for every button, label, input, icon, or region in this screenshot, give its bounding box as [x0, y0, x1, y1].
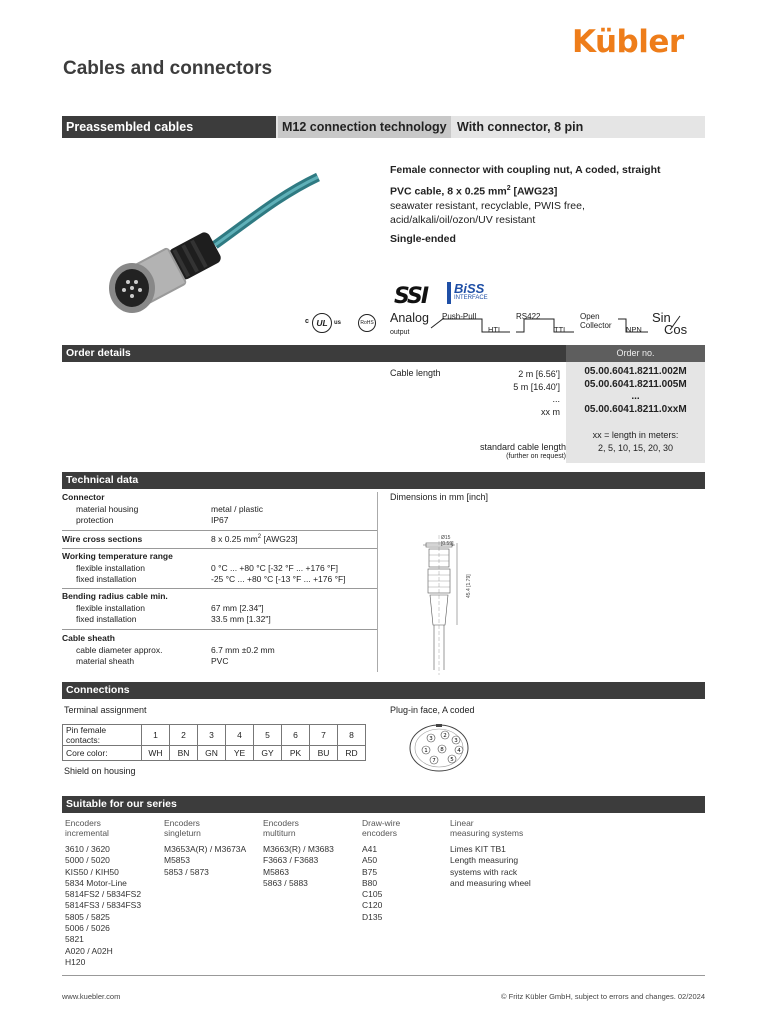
terminal-assignment-label: Terminal assignment — [64, 705, 147, 715]
ttl-label: TTL — [554, 325, 568, 334]
plug-in-face-diagram — [408, 723, 470, 773]
npn-signal-icon — [580, 318, 650, 334]
series-column-incremental: Encoders incremental 3610 / 3620 5000 / 5020 KIS50 / KIH50 5834 Motor-Line 5814FS2 / 5834FS2 5814FS3 / 5834FS3 5805 / 5825 5006 / 5026 5821 A020 / A02H H120 — [65, 818, 142, 967]
core-color-row: Core color: WH BN GN YE GY PK BU RD — [63, 746, 366, 761]
svg-text:8: 8 — [440, 747, 444, 753]
htl-signal-icon — [442, 318, 512, 334]
svg-text:4: 4 — [457, 748, 461, 754]
dimensions-label: Dimensions in mm [inch] — [390, 492, 489, 502]
series-bottom-rule — [62, 975, 705, 976]
ttl-signal-icon — [516, 318, 576, 334]
order-no-2m[interactable]: 05.00.6041.8211.002M — [584, 366, 687, 377]
ul-c-mark: c — [305, 318, 309, 325]
htl-label: HTL — [488, 325, 503, 334]
core-color-label: Core color: — [63, 746, 142, 761]
length-note: xx = length in meters: 2, 5, 10, 15, 20, 30 — [592, 430, 679, 453]
footer-copyright: © Fritz Kübler GmbH, subject to errors and changes. 02/2024 — [501, 992, 705, 1001]
series-column-linear: Linear measuring systems Limes KIT TB1 Length measuring systems with rack and measuring wheel — [450, 818, 531, 888]
ul-us-mark: us — [334, 320, 342, 326]
series-column-singleturn: Encoders singleturn M3653A(R) / M3673A M5853 5853 / 5873 — [164, 818, 247, 877]
order-no-header: Order no. — [566, 345, 705, 362]
cable-properties-1: seawater resistant, recyclable, PWIS free, — [390, 199, 585, 212]
connector-type: Female connector with coupling nut, A coded, straight — [390, 164, 661, 176]
standard-length-label: standard cable length — [479, 442, 566, 452]
rohs-icon: RoHS — [358, 314, 376, 332]
wire-cross-section-row: Wire cross sections 8 x 0.25 $mm^2$ [AWG23] — [62, 534, 298, 544]
technical-data-table: Connector material housing metal / plastic protection IP67 — [62, 492, 378, 527]
sin-cos-icon: Sin Cos — [652, 310, 688, 337]
kubler-logo — [572, 24, 684, 60]
cable-length-xx: xx m — [541, 406, 560, 417]
cable-length-list — [460, 368, 560, 418]
ssi-logo: SSI — [394, 284, 428, 309]
series-column-multiturn: Encoders multiturn M3663(R) / M3683 F3663 / F3683 M5863 5863 / 5883 — [263, 818, 334, 888]
order-no-5m[interactable]: 05.00.6041.8211.005M — [584, 378, 687, 390]
header-technology: M12 connection technology — [278, 116, 451, 138]
shield-note: Shield on housing — [64, 766, 136, 776]
order-no-xx[interactable]: 05.00.6041.8211.0xxM — [584, 403, 687, 415]
analog-output-icon: Analog output — [390, 311, 429, 336]
rs422-label: RS422 — [516, 312, 541, 321]
product-description — [390, 163, 710, 246]
open-collector-label: Open Collector — [580, 312, 612, 330]
sin-cos-slash — [668, 315, 682, 331]
footer-website-link[interactable]: www.kuebler.com — [62, 992, 121, 1001]
svg-text:5: 5 — [450, 757, 454, 763]
svg-text:3: 3 — [429, 736, 433, 742]
page-title: Cables and connectors — [63, 58, 273, 79]
technical-data-header: Technical data — [62, 472, 705, 489]
connections-header: Connections — [62, 682, 705, 699]
pin-row: Pin female contacts: 1 2 3 4 5 6 7 8 — [63, 725, 366, 746]
brand-name: Kübler — [572, 24, 684, 60]
svg-text:3: 3 — [454, 738, 458, 744]
divider — [62, 530, 378, 531]
divider — [62, 548, 378, 549]
cable-length-label: Cable length — [390, 368, 441, 378]
divider — [62, 588, 378, 589]
plug-face-label: Plug-in face, A coded — [390, 705, 475, 715]
ul-certification-icon: UL — [312, 313, 332, 333]
dimension-length: 45.4 [1.79] — [466, 574, 472, 598]
cable-properties-2: acid/alkali/oil/ozon/UV resistant — [390, 213, 536, 226]
connector-heading: Connector — [62, 492, 105, 502]
cable-length-5m: 5 m [16.40'] — [513, 381, 560, 392]
header-variant: With connector, 8 pin — [453, 116, 705, 138]
ended-type: Single-ended — [390, 232, 456, 245]
dimension-diameter: Ø15 [0.59] — [441, 535, 454, 547]
cable-spec: PVC cable, 8 x 0.25 $mm^2$ [AWG23] — [390, 185, 558, 198]
standard-length-sublabel: (further on request) — [506, 453, 566, 460]
order-number-list — [566, 366, 705, 416]
sheath-rows: Cable sheath cable diameter approx. 6.7 mm ±0.2 mm material sheath PVC — [62, 633, 275, 666]
biss-logo: BiSS INTERFACE — [447, 282, 503, 304]
header-category: Preassembled cables — [62, 116, 276, 138]
cable-length-2m: 2 m [6.56'] — [518, 369, 560, 379]
cable-connector-image — [90, 165, 320, 325]
svg-text:2: 2 — [443, 733, 447, 739]
series-column-draw-wire: Draw-wire encoders A41 A50 B75 B80 C105 C120 D135 — [362, 818, 401, 922]
push-pull-label: Push-Pull — [442, 312, 477, 321]
npn-label: NPN — [626, 325, 642, 334]
svg-text:7: 7 — [432, 758, 436, 764]
pin-label: Pin female contacts: — [63, 725, 142, 746]
order-no-ellipsis: ... — [631, 391, 640, 402]
series-header: Suitable for our series — [62, 796, 705, 813]
order-details-header: Order details — [62, 345, 705, 362]
temperature-rows: Working temperature range flexible installation 0 °C ... +80 °C [-32 °F ... +176 °F] fixed installation -25 °C ... +80 °C [-13 °F ... +176 °F] — [62, 551, 346, 584]
column-divider — [377, 492, 378, 672]
pin-assignment-table — [62, 724, 366, 761]
cable-length-ellipsis: ... — [552, 394, 560, 404]
bending-rows: Bending radius cable min. flexible installation 67 mm [2.34"] fixed installation 33.5 mm [1.32"] — [62, 591, 271, 624]
dimension-drawing — [395, 525, 485, 685]
svg-text:1: 1 — [424, 748, 428, 754]
divider — [62, 629, 378, 630]
